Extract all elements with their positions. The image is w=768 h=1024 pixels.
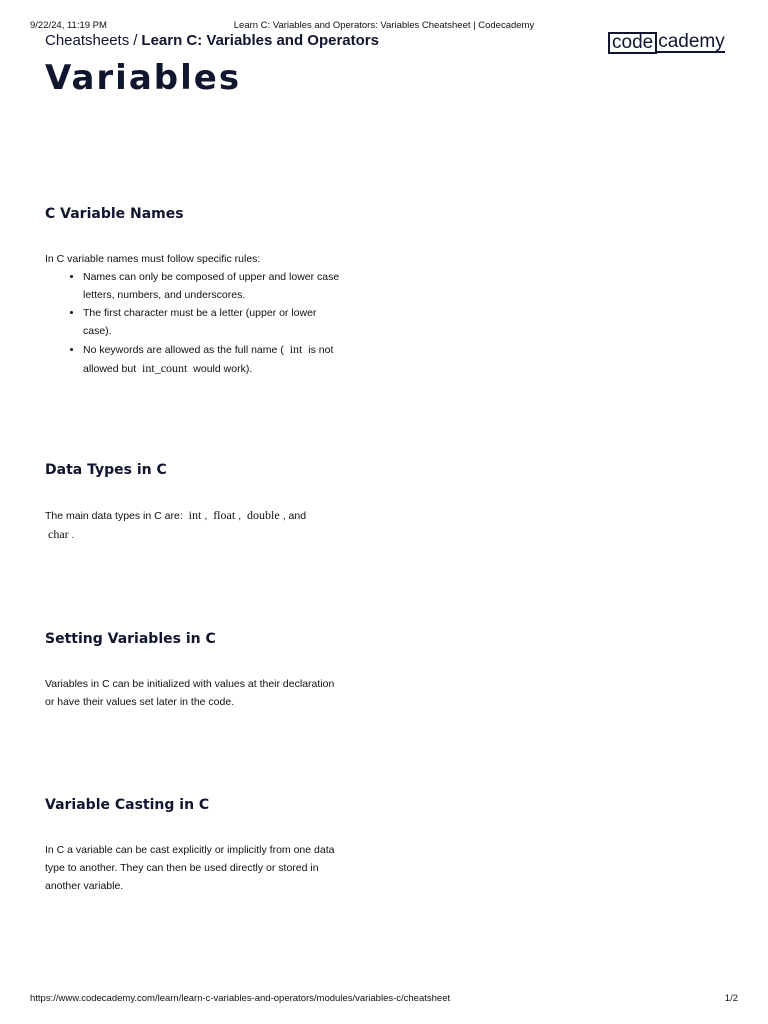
page-title: Variables — [45, 58, 242, 98]
breadcrumb — [45, 32, 379, 49]
list-item: • The first character must be a letter (upper or lower case). — [83, 304, 345, 340]
section-intro: In C variable names must follow specific rules: — [45, 253, 261, 265]
section-text: Variables in C can be initialized with values at their declaration or have their values set later in the code. — [45, 678, 335, 708]
section-heading: Setting Variables in C — [45, 631, 216, 647]
breadcrumb-link-cheatsheets[interactable]: Cheatsheets — [45, 32, 130, 49]
code-int-count: int_count — [142, 361, 188, 375]
section-variable-casting — [45, 797, 345, 895]
text-fragment: . — [71, 529, 75, 541]
rules-list — [45, 268, 345, 378]
logo-code-part: code — [608, 32, 657, 54]
section-heading: Data Types in C — [45, 462, 167, 478]
section-heading: C Variable Names — [45, 206, 184, 222]
text-fragment: , — [238, 510, 242, 522]
section-variable-names — [45, 206, 345, 378]
print-tab-title: Learn C: Variables and Operators: Variables Cheatsheet | Codecademy — [233, 20, 535, 31]
logo-cademy-part: cademy — [658, 31, 725, 52]
section-text — [45, 506, 345, 544]
code-double: double — [247, 508, 280, 522]
text-fragment: , and — [282, 510, 307, 522]
section-setting-variables — [45, 631, 345, 711]
list-item-text: No keywords are allowed as the full name ( — [83, 344, 284, 356]
section-data-types — [45, 462, 345, 544]
print-datetime: 9/22/24, 11:19 PM — [30, 20, 107, 31]
breadcrumb-separator: / — [133, 32, 138, 49]
list-item — [83, 340, 345, 378]
text-fragment: , — [204, 510, 208, 522]
page-number: 1/2 — [724, 993, 738, 1004]
codecademy-logo[interactable] — [608, 32, 725, 54]
print-url: https://www.codecademy.com/learn/learn-c-variables-and-operators/modules/variables-c/cheatsheet — [30, 993, 451, 1004]
section-text: In C a variable can be cast explicitly or implicitly from one data type to another. They can then be used directly or stored in another variable. — [45, 844, 335, 892]
list-item: • Names can only be composed of upper and lower case letters, numbers, and underscores. — [83, 268, 345, 304]
code-float: float — [213, 508, 236, 522]
code-int: int — [289, 342, 303, 356]
text-fragment: The main data types in C are: — [45, 510, 183, 522]
list-item-text: is not allowed but — [83, 344, 334, 375]
section-heading: Variable Casting in C — [45, 797, 210, 813]
list-item-text: would work). — [193, 363, 253, 375]
code-char: char — [48, 527, 69, 541]
code-int: int — [188, 508, 202, 522]
breadcrumb-link-course[interactable]: Learn C: Variables and Operators — [141, 32, 379, 49]
